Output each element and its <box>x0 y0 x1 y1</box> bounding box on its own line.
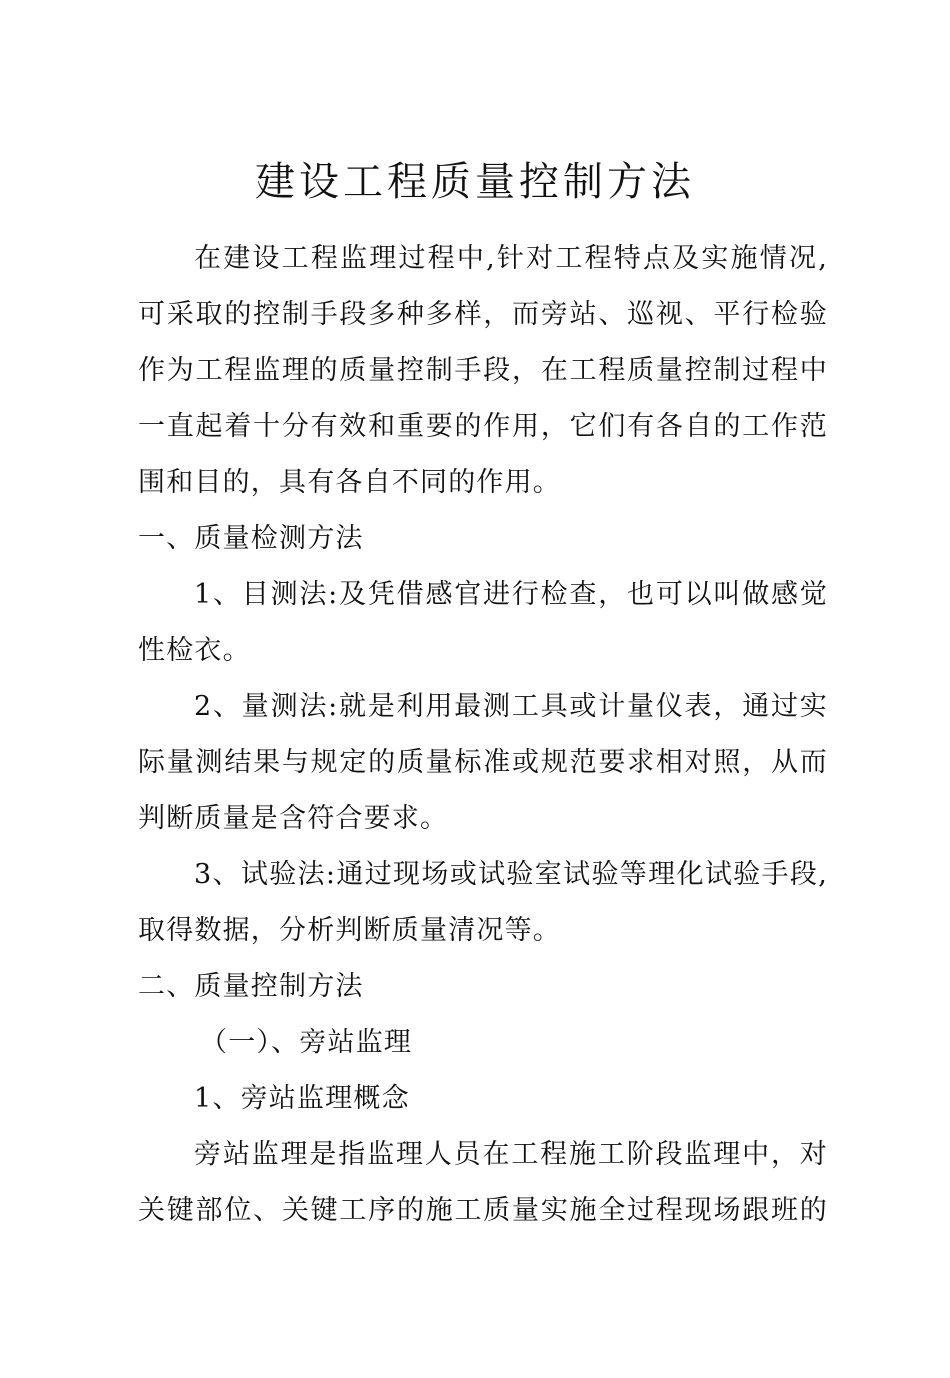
concept-line-1: 旁站监理是指监理人员在工程施工阶段监理中，对 <box>194 1139 828 1170</box>
item-measurement-method-line-2: 际量测结果与规定的质量标准或规范要求相对照，从而 <box>138 747 828 778</box>
item-visual-method-line-2: 性检衣。 <box>138 635 251 666</box>
section-heading-quality-testing: 一、质量检测方法 <box>138 523 364 554</box>
document-title: 建设工程质量控制方法 <box>255 159 695 205</box>
intro-line-5: 围和目的，具有各自不同的作用。 <box>138 467 561 498</box>
subsection-heading-side-station: （一）、旁站监理 <box>200 1027 413 1058</box>
sub-item-heading-concept: 1、旁站监理概念 <box>194 1083 410 1114</box>
intro-line-2: 可采取的控制手段多种多样，而旁站、巡视、平行检验 <box>138 299 828 330</box>
item-test-method-line-2: 取得数据，分析判断质量清况等。 <box>138 915 561 946</box>
item-measurement-method-line-3: 判断质量是含符合要求。 <box>138 803 449 834</box>
item-test-method-line-1: 3、试验法:通过现场或试验室试验等理化试验手段, <box>194 859 828 890</box>
item-visual-method-line-1: 1、目测法:及凭借感官进行检查，也可以叫做感觉 <box>194 579 828 610</box>
intro-line-4: 一直起着十分有效和重要的作用，它们有各自的工作范 <box>138 411 828 442</box>
item-measurement-method-line-1: 2、量测法:就是利用最测工具或计量仪表，通过实 <box>194 691 828 722</box>
section-heading-quality-control: 二、质量控制方法 <box>138 971 364 1002</box>
concept-line-2: 关键部位、关键工序的施工质量实施全过程现场跟班的 <box>138 1195 828 1226</box>
intro-line-1: 在建设工程监理过程中,针对工程特点及实施情况, <box>194 243 828 274</box>
intro-line-3: 作为工程监理的质量控制手段，在工程质量控制过程中 <box>138 355 828 386</box>
